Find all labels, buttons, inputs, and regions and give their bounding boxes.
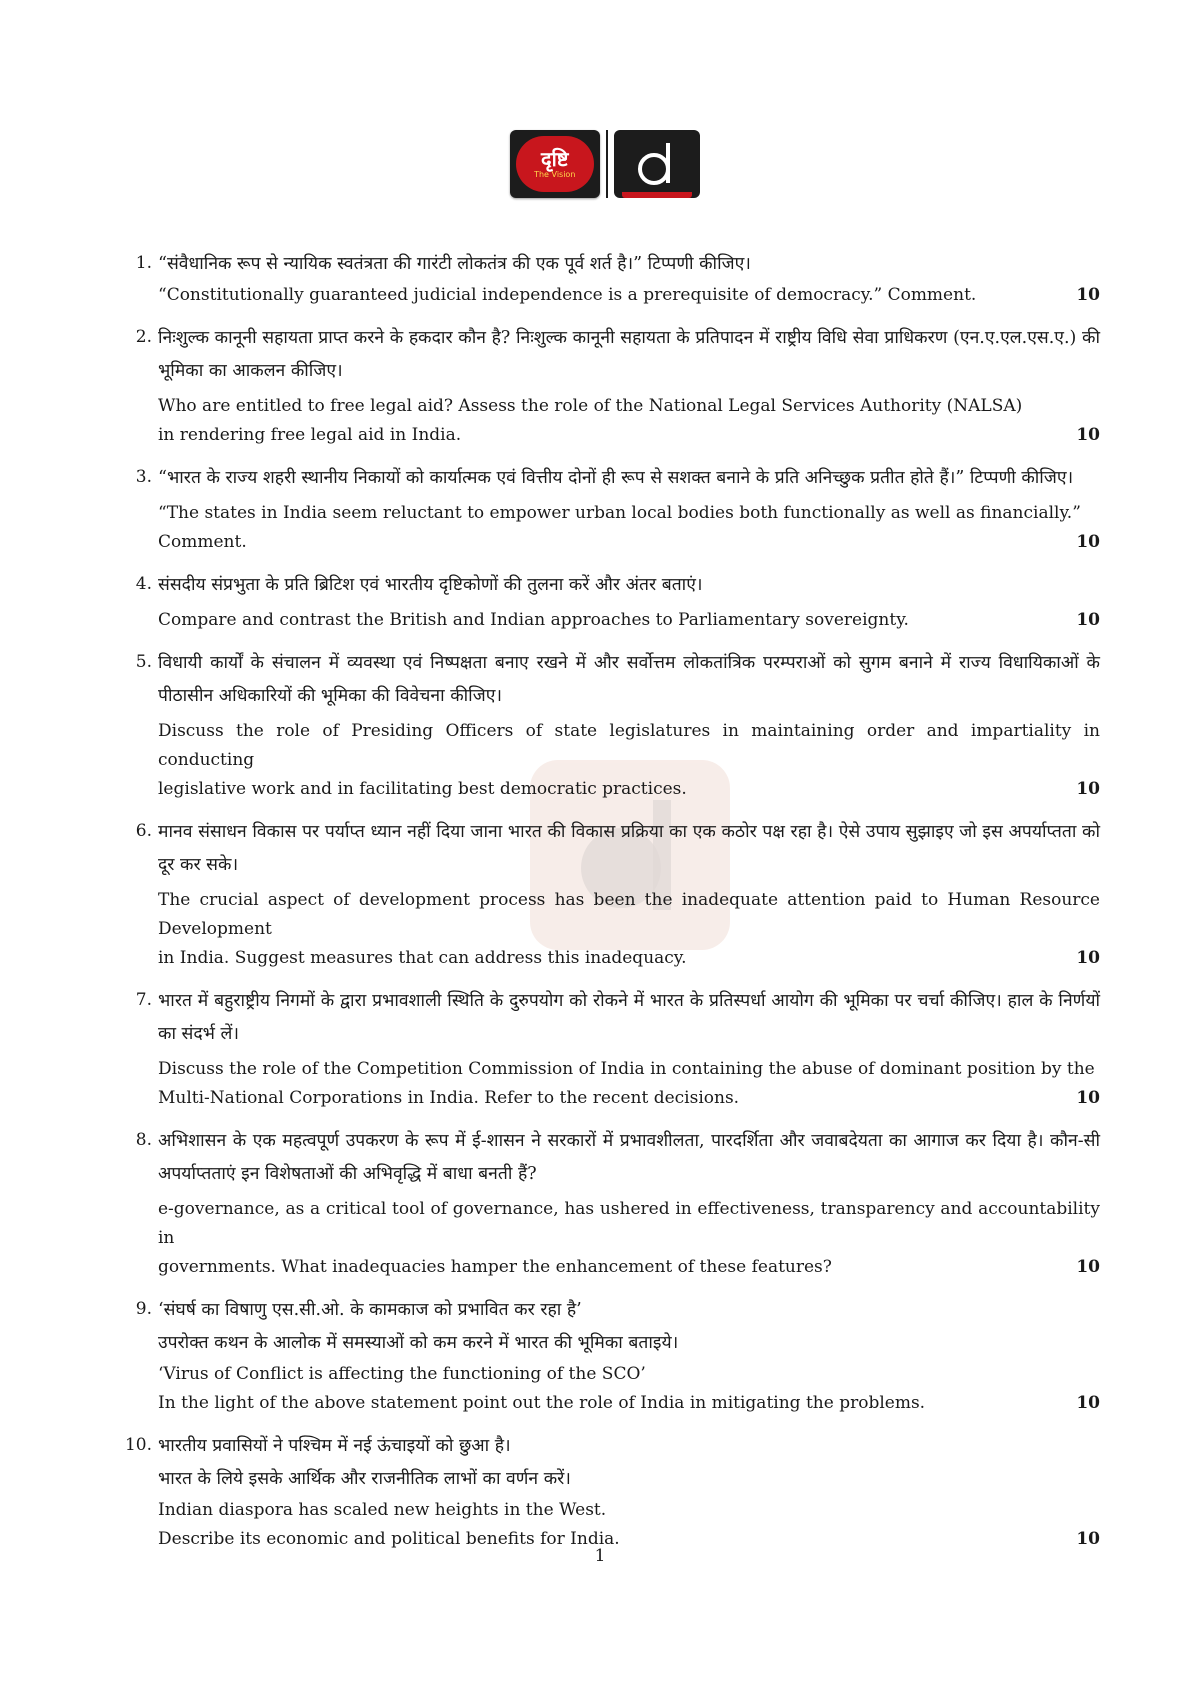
question-3 xyxy=(118,462,1100,557)
question-list xyxy=(118,248,1100,1566)
question-hindi: भारत में बहुराष्ट्रीय निगमों के द्वारा प्रभावशाली स्थिति के दुरुपयोग को रोकने में भारत के प्रतिस्पर्धा आयोग की भूमिका पर चर्चा कीजिए। हाल के निर्णयों का संदर्भ लें। xyxy=(158,991,1100,1044)
logo-subtext: The Vision xyxy=(534,170,576,179)
drishti-d-icon xyxy=(614,130,700,198)
question-english: Compare and contrast the British and Indian approaches to Parliamentary sovereignty. 10 xyxy=(158,606,1100,635)
logo-text: दृष्टि xyxy=(541,147,569,171)
drishti-wordmark xyxy=(510,130,600,198)
question-number: 4. xyxy=(135,574,152,594)
marks: 10 xyxy=(1076,532,1100,552)
question-hindi: मानव संसाधन विकास पर पर्याप्त ध्यान नहीं दिया जाना भारत की विकास प्रक्रिया का एक कठोर पक्ष रहा है। ऐसे उपाय सुझाइए जो इस अपर्याप्तता को दूर कर सके। xyxy=(158,822,1100,875)
question-number: 6. xyxy=(135,821,152,841)
question-number: 10. xyxy=(124,1435,152,1455)
question-english: Discuss the role of Presiding Officers of state legislatures in maintaining order and impartiality in conducting legislative work and in facilitating best democratic practices. 10 xyxy=(158,717,1100,804)
question-9 xyxy=(118,1294,1100,1418)
marks: 10 xyxy=(1076,1088,1100,1108)
question-hindi: भारतीय प्रवासियों ने पश्चिम में नई ऊंचाइयों को छुआ है। भारत के लिये इसके आर्थिक और राजनीतिक लाभों का वर्णन करें। xyxy=(158,1436,571,1489)
question-english: e-governance, as a critical tool of governance, has ushered in effectiveness, transparency and accountability in governments. What inadequacies hamper the enhancement of these features? 10 xyxy=(158,1195,1100,1282)
question-8 xyxy=(118,1125,1100,1282)
question-7 xyxy=(118,985,1100,1113)
marks: 10 xyxy=(1076,779,1100,799)
question-1 xyxy=(118,248,1100,310)
question-hindi: निःशुल्क कानूनी सहायता प्राप्त करने के हकदार कौन है? निःशुल्क कानूनी सहायता के प्रतिपादन में राष्ट्रीय विधि सेवा प्राधिकरण (एन.ए.एल.एस.ए.) की भूमिका का आकलन कीजिए। xyxy=(158,328,1100,381)
question-english: The crucial aspect of development process has been the inadequate attention paid to Human Resource Development in India. Suggest measures that can address this inadequacy. 10 xyxy=(158,886,1100,973)
marks: 10 xyxy=(1076,285,1100,305)
marks: 10 xyxy=(1076,1529,1100,1549)
question-number: 9. xyxy=(135,1299,152,1319)
question-hindi: संसदीय संप्रभुता के प्रति ब्रिटिश एवं भारतीय दृष्टिकोणों की तुलना करें और अंतर बताएं। xyxy=(158,575,703,595)
question-5 xyxy=(118,647,1100,804)
question-number: 8. xyxy=(135,1130,152,1150)
page-number: 1 xyxy=(594,1546,606,1566)
question-4 xyxy=(118,569,1100,635)
question-10 xyxy=(118,1430,1100,1554)
marks: 10 xyxy=(1076,425,1100,445)
question-number: 5. xyxy=(135,652,152,672)
marks: 10 xyxy=(1076,1393,1100,1413)
question-hindi: अभिशासन के एक महत्वपूर्ण उपकरण के रूप में ई-शासन ने सरकारों में प्रभावशीलता, पारदर्शिता और जवाबदेयता का आगाज कर दिया है। कौन-सी अपर्याप्तताएं इन विशेषताओं की अभिवृद्धि में बाधा बनती हैं? xyxy=(158,1131,1100,1184)
question-hindi: “भारत के राज्य शहरी स्थानीय निकायों को कार्यात्मक एवं वित्तीय दोनों ही रूप से सशक्त बनाने के प्रति अनिच्छुक प्रतीत होते हैं।” टिप्पणी कीजिए। xyxy=(158,468,1074,488)
drishti-logo xyxy=(510,130,700,198)
question-hindi: “संवैधानिक रूप से न्यायिक स्वतंत्रता की गारंटी लोकतंत्र की एक पूर्व शर्त है।” टिप्पणी कीजिए। xyxy=(158,254,751,274)
question-english: “The states in India seem reluctant to empower urban local bodies both functionally as well as financially.” Comment. 10 xyxy=(158,499,1100,557)
question-english: Discuss the role of the Competition Commission of India in containing the abuse of dominant position by the Multi-National Corporations in India. Refer to the recent decisions. 10 xyxy=(158,1055,1100,1113)
question-english: ‘Virus of Conflict is affecting the functioning of the SCO’ In the light of the above statement point out the role of India in mitigating the problems. 10 xyxy=(158,1360,1100,1418)
question-english: Who are entitled to free legal aid? Assess the role of the National Legal Services Authority (NALSA) in rendering free legal aid in India. 10 xyxy=(158,392,1100,450)
question-hindi: ‘संघर्ष का विषाणु एस.सी.ओ. के कामकाज को प्रभावित कर रहा है’ उपरोक्त कथन के आलोक में समस्याओं को कम करने में भारत की भूमिका बताइये। xyxy=(158,1300,679,1353)
question-hindi: विधायी कार्यों के संचालन में व्यवस्था एवं निष्पक्षता बनाए रखने में और सर्वोत्तम लोकतांत्रिक परम्पराओं को सुगम बनाने में राज्य विधायिकाओं के पीठासीन अधिकारियों की भूमिका की विवेचना कीजिए। xyxy=(158,653,1100,706)
marks: 10 xyxy=(1076,610,1100,630)
marks: 10 xyxy=(1076,948,1100,968)
question-number: 2. xyxy=(135,327,152,347)
question-number: 7. xyxy=(135,990,152,1010)
question-2 xyxy=(118,322,1100,450)
question-6 xyxy=(118,816,1100,973)
marks: 10 xyxy=(1076,1257,1100,1277)
question-english: “Constitutionally guaranteed judicial independence is a prerequisite of democracy.” Comment. 10 xyxy=(158,281,1100,310)
question-number: 3. xyxy=(135,467,152,487)
question-english: Indian diaspora has scaled new heights in the West. Describe its economic and political benefits for India. 10 xyxy=(158,1496,1100,1554)
question-number: 1. xyxy=(135,253,152,273)
logo-divider xyxy=(606,130,609,198)
